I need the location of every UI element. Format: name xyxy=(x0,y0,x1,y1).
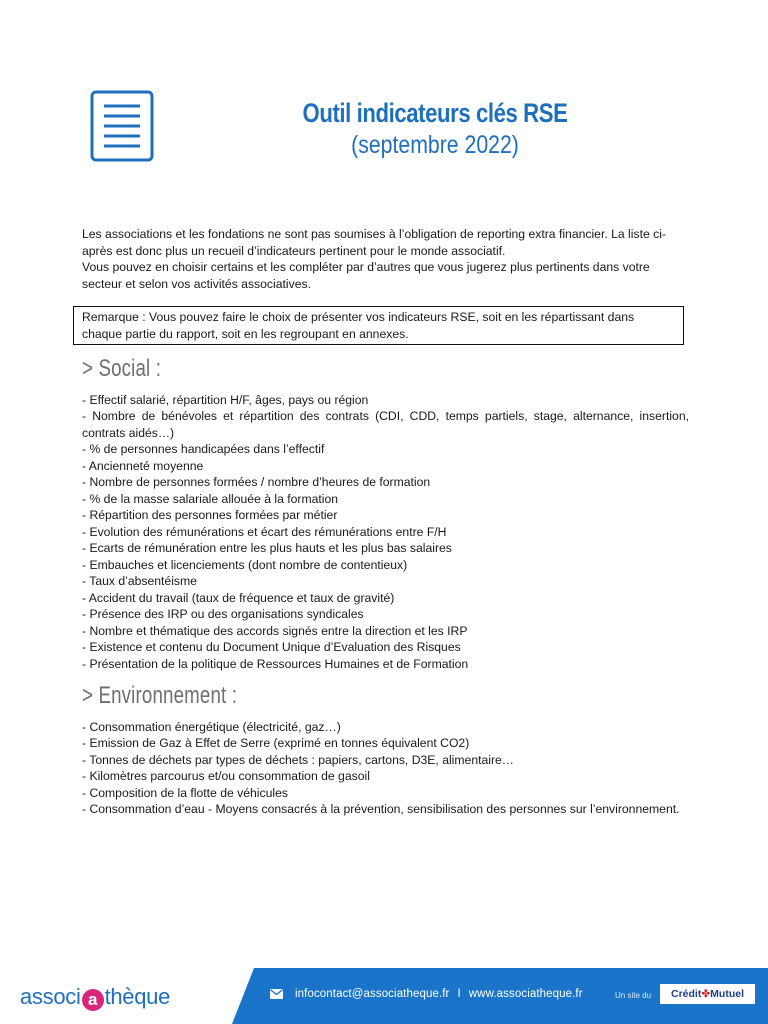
title-date: (septembre 2022) xyxy=(351,131,519,159)
intro xyxy=(82,226,689,292)
email-link[interactable]: infocontact@associatheque.fr xyxy=(295,988,450,1000)
footer-separator: I xyxy=(457,988,461,1000)
list-item: - % de personnes handicapées dans l’effectif xyxy=(82,442,325,456)
list-item: - Accident du travail (taux de fréquence et taux de gravité) xyxy=(82,590,395,605)
section-title-social: > Social : xyxy=(82,355,162,382)
remark-box: Remarque : Vous pouvez faire le choix de présenter vos indicateurs RSE, soit en les répartissant dans chaque partie du rapport, soit en les regroupant en annexes. xyxy=(73,306,684,345)
document-body xyxy=(82,226,689,818)
credit-mutuel-logo[interactable]: Crédit✤Mutuel xyxy=(660,984,755,1004)
list-item: - Embauches et licenciements (dont nombre de contentieux) xyxy=(82,557,408,572)
section-title-environment: > Environnement : xyxy=(82,682,238,709)
list-item: - Ancienneté moyenne xyxy=(82,458,204,473)
list-item: - Nombre de bénévoles et répartition des contrats (CDI, CDD, temps partiels, stage, alternance, insertion, contrats aidés…) xyxy=(82,409,689,440)
footer xyxy=(0,968,768,1024)
list-item: - Consommation énergétique (électricité, gaz…) xyxy=(82,719,341,734)
list-item: - Evolution des rémunérations et écart des rémunérations entre F/H xyxy=(82,524,447,539)
site-by-label: Un site du xyxy=(615,991,652,1000)
list-item: - Répartition des personnes formées par métier xyxy=(82,508,338,522)
intro-paragraph-2: Vous pouvez en choisir certains et les compléter par d’autres que vous jugerez plus pertinents dans votre secteur et selon vos activités associatives. xyxy=(82,260,650,291)
associatheque-logo[interactable]: associ a thèque xyxy=(20,984,171,1009)
list-item: - Nombre et thématique des accords signés entre la direction et les IRP xyxy=(82,623,468,638)
mail-icon xyxy=(270,989,283,999)
list-item: - Présence des IRP ou des organisations syndicales xyxy=(82,607,364,621)
list-item: - Kilomètres parcourus et/ou consommation de gasoil xyxy=(82,769,370,783)
title-main: Outil indicateurs clés RSE xyxy=(302,98,568,128)
list-item: - Consommation d’eau - Moyens consacrés à la prévention, sensibilisation des personnes sur l’environnement. xyxy=(82,802,680,816)
list-item: - Effectif salarié, répartition H/F, âges, pays ou région xyxy=(82,392,369,407)
list-item: - Ecarts de rémunération entre les plus hauts et les plus bas salaires xyxy=(82,541,452,555)
page-title xyxy=(200,98,670,160)
footer-contact xyxy=(270,988,583,1000)
bank-mark-icon: ✤ xyxy=(701,988,711,1000)
list-item: - Composition de la flotte de véhicules xyxy=(82,785,288,800)
list-item: - % de la masse salariale allouée à la formation xyxy=(82,491,339,506)
logo-a-mark: a xyxy=(82,989,104,1011)
list-item: - Présentation de la politique de Ressources Humaines et de Formation xyxy=(82,656,469,671)
environment-list xyxy=(82,719,689,818)
intro-paragraph-1: Les associations et les fondations ne sont pas soumises à l’obligation de reporting extra financier. La liste ci-après est donc plus un recueil d’indicateurs pertinent pour le monde associatif. xyxy=(82,227,666,258)
list-item: - Tonnes de déchets par types de déchets : papiers, cartons, D3E, alimentaire… xyxy=(82,752,514,767)
list-item: - Taux d’absentéisme xyxy=(82,574,197,588)
list-item: - Existence et contenu du Document Unique d’Evaluation des Risques xyxy=(82,640,461,654)
social-list xyxy=(82,392,689,673)
website-link[interactable]: www.associatheque.fr xyxy=(468,988,583,1000)
list-item: - Nombre de personnes formées / nombre d’heures de formation xyxy=(82,475,431,489)
list-item: - Emission de Gaz à Effet de Serre (exprimé en tonnes équivalent CO2) xyxy=(82,736,470,750)
document-icon xyxy=(90,90,154,162)
